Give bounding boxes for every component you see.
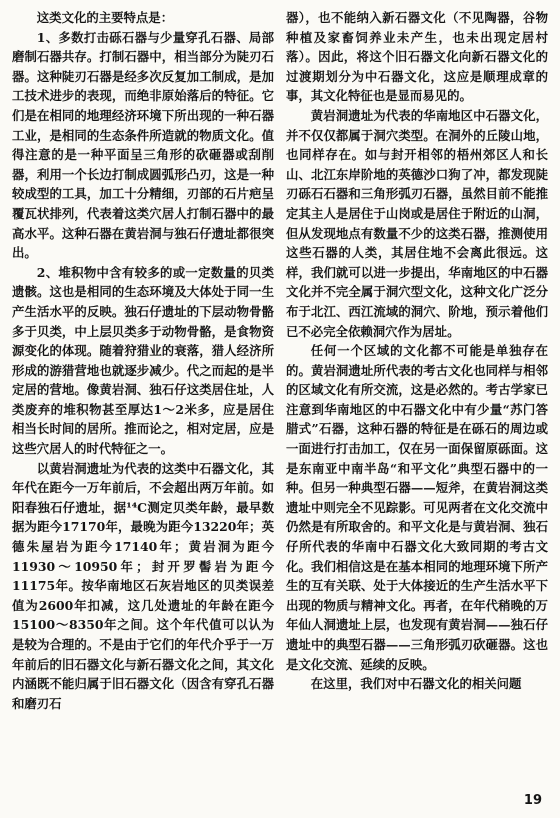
- right-column: [286, 8, 548, 694]
- page-number: 19: [523, 793, 542, 808]
- paragraph-intro: 这类文化的主要特点是：: [36, 10, 174, 25]
- paragraph-dating: 以黄岩洞遗址为代表的这类中石器文化，其年代在距今一万年前后，不会超出两万年前。如阳春独石仔遗址，据¹⁴C测定贝类年龄，最早数据为距今17170年，最晚为距今13220年；英德朱屋岩为距今17140年；黄岩洞为距今11930～10950年；封开罗髻岩为距今11175年。按华南地区石灰岩地区的贝类误差值为2600年扣减，这几处遗址的年龄在距今15100～8350年之间。这个年代值可以认为是较为合理的。不是由于它们的年代介乎于一万年前后的旧石器文化与新石器文化之间，其文化内涵既不能归属于旧石器文化（因含有穿孔石器和磨刃石: [12, 460, 274, 711]
- paragraph-feature-1: 1、多数打击砾石器与少量穿孔石器、局部磨制石器共存。打制石器中，相当部分为陡刃石器。这种陡刃石器是经多次反复加工制成，是加工技术进步的表现，而绝非原始落后的特征。它们是在相同的地理经济环境下所出现的一种石器工业，是相同的生态条件所造就的物质文化。值得注意的是一种平面呈三角形的砍砸器或刮削器，利用一个长边打制成圆弧形凸刃，这是一种较成型的工具，加工十分精细，刃部的石片疤呈覆瓦状排列，代表着这类穴居人打制石器中的最高水平。这种石器在黄岩洞与独石仔遗址都很突出。: [12, 29, 274, 261]
- paragraph-closing: 在这里，我们对中石器文化的相关问题: [310, 676, 522, 692]
- paragraph-distribution: 黄岩洞遗址为代表的华南地区中石器文化，并不仅仅都属于洞穴类型。在洞外的丘陵山地，也同样存在。如与封开相邻的梧州郊区人和长山、北江东岸阶地的英德沙口狗了冲，都发现陡刃砾石石器和三角形弧刃石器，虽然目前不能推定其主人是居住于山岗或是居住于附近的山洞，但从发现地点有数量不少的这类石器，推测使用这些石器的人类，其居住地不会离此很远。这样，我们就可以进一步提出，华南地区的中石器文化并不完全属于洞穴型文化，这种文化广泛分布于北江、西江流域的洞穴、阶地，预示着他们已不必完全依赖洞穴作为居址。: [286, 107, 548, 339]
- paragraph-cultural-exchange: 任何一个区域的文化都不可能是单独存在的。黄岩洞遗址所代表的考古文化也同样与相邻的区域文化有所交流，这是必然的。考古学家已注意到华南地区的中石器文化中有少量“苏门答腊式”石器，这种石器的特征是在砾石的周边或一面进行打击加工，仅在另一面保留原砾面。这是东南亚中南半岛“和平文化”典型石器中的一种。但另一种典型石器——短斧，在黄岩洞这类遗址中则完全不见踪影。可见两者在文化交流中仍然是有所取舍的。和平文化是与黄岩洞、独石仔所代表的华南中石器文化大致同期的考古文化。我们相信这是在基本相同的地理环境下所产生的互有关联、处于大体接近的生产生活水平下出现的物质与精神文化。再者，在年代稍晚的万年仙人洞遗址上层，也发现有黄岩洞——独石仔遗址中的典型石器——三角形弧刃砍砸器。这也是文化交流、延续的反映。: [286, 343, 548, 672]
- left-column: [12, 8, 274, 713]
- paragraph-feature-2: 2、堆积物中含有较多的或一定数量的贝类遗骸。这也是相同的生态环境及大体处于同一生产生活水平的反映。独石仔遗址的下层动物骨骼多于贝类，中上层贝类多于动物骨骼，是食物资源变化的体现。随着狩猎业的衰落，猎人经济所形成的游猎营地也就逐步减少。代之而起的是半定居的营地。像黄岩洞、独石仔这类居住址，人类废弃的堆积物甚至厚达1～2米多，应是居住相当长时间的居所。推而论之，相对定居，应是这些穴居人的时代特征之一。: [12, 264, 274, 457]
- paragraph-dating-continued: 器），也不能纳入新石器文化（不见陶器，谷物种植及家畜饲养业未产生，也未出现定居村落）。因此，将这个旧石器文化向新石器文化的过渡期划分为中石器文化，这应是顺理成章的事，其文化特征也是显而易见的。: [286, 10, 548, 104]
